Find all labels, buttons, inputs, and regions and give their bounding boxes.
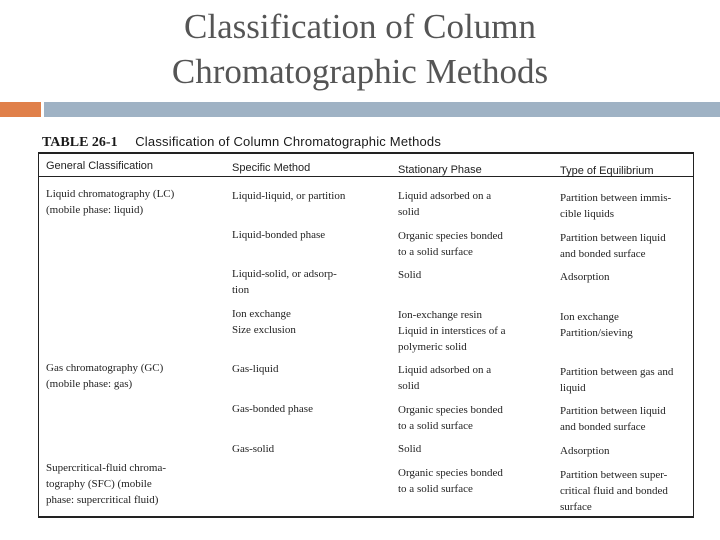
table-top-rule (38, 152, 694, 154)
table-cell: Ion-exchange resin Liquid in interstices of a polymeric solid (398, 309, 506, 353)
table-cell: Liquid chromatography (LC) (mobile phase: liquid) (46, 188, 175, 216)
table-cell: Liquid adsorbed on a solid (398, 190, 492, 218)
table-cell: Gas-liquid (232, 363, 279, 375)
accent-bar-orange (0, 102, 41, 117)
table-cell: Liquid-liquid, or partition (232, 190, 346, 202)
header-specific-method: Specific Method (232, 162, 311, 174)
header-stationary-phase: Stationary Phase (398, 164, 482, 176)
table-cell: Liquid adsorbed on a solid (398, 364, 492, 392)
table-cell: Solid (398, 443, 422, 455)
table-cell: Liquid-bonded phase (232, 229, 326, 241)
table-cell: Gas-solid (232, 443, 275, 455)
table-cell: Partition between super- critical fluid and bonded surface (560, 469, 668, 513)
table-cell: Organic species bonded to a solid surface (398, 404, 503, 432)
table-cell: Ion exchange Partition/sieving (560, 311, 633, 339)
table-cell: Gas chromatography (GC) (mobile phase: gas) (46, 362, 164, 390)
table-cell: Adsorption (560, 271, 610, 283)
slide-title-line-1: Classification of Column (184, 7, 536, 46)
classification-table (36, 130, 698, 522)
table-cell: Ion exchange Size exclusion (232, 308, 296, 336)
table-cell: Solid (398, 269, 422, 281)
table-cell: Partition between liquid and bonded surface (560, 232, 666, 260)
slide-title (0, 4, 720, 94)
table-cell: Liquid-solid, or adsorp- tion (232, 268, 337, 296)
table-title: Classification of Column Chromatographic Methods (135, 134, 442, 149)
table-label: TABLE 26-1 (42, 135, 118, 150)
slide-title-line-2: Chromatographic Methods (171, 52, 549, 91)
table-right-edge (693, 152, 694, 518)
table-cell: Partition between gas and liquid (560, 366, 674, 394)
table-cell: Adsorption (560, 445, 610, 457)
header-general-classification: General Classification (46, 160, 153, 172)
table-cell: Partition between immis- cible liquids (560, 192, 672, 220)
table-cell: Organic species bonded to a solid surface (398, 467, 503, 495)
table-cell: Gas-bonded phase (232, 403, 313, 415)
accent-bar-blue (44, 102, 720, 117)
table-caption (42, 134, 441, 151)
table-left-edge (38, 152, 39, 518)
header-type-of-equilibrium: Type of Equilibrium (560, 165, 654, 177)
table-cell: Supercritical-fluid chroma- tography (SFC) (mobile phase: supercritical fluid) (46, 462, 167, 506)
table-cell: Organic species bonded to a solid surface (398, 230, 503, 258)
table-cell: Partition between liquid and bonded surface (560, 405, 666, 433)
table-bottom-rule (38, 516, 694, 518)
